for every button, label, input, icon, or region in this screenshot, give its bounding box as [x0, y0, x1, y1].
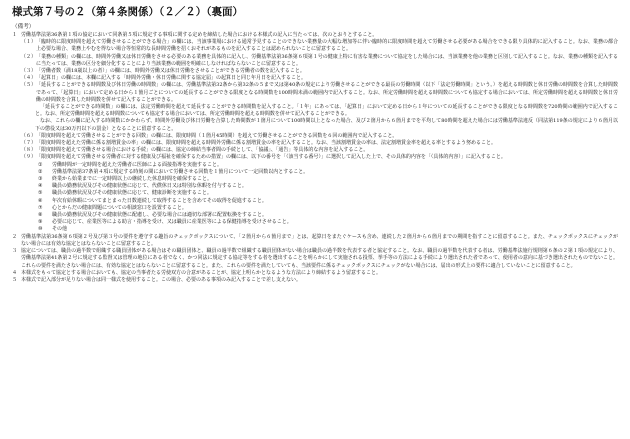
measure-number: ⑤: [38, 190, 43, 197]
sub-text: 「限度時間を超えて労働させることができる回数」の欄には、限度時間（１箇月45時間）を超えて労働させることができる回数を６回の範囲内で記入すること。: [36, 132, 398, 139]
paragraph-annual-hours: 「延長することができる時間数」の欄には、法定労働時間を超えて延長することができる時間数を記入すること。「１年」にあっては、「起算日」において定める日から１年についての延長することができる限度となる時間数を720時間の範囲内で記入すること。なお、所定労働時間を超える時間数についても協定する場合においては、所定労働時間を超える時間数を併せて記入することができる。: [35, 104, 618, 118]
note-text: 本様式をもって協定とする場合においても、協定の当事者たる労使双方の合意があることが、協定上明らかとなるような方法により締結するよう留意すること。: [21, 269, 382, 276]
note-item-3: [12, 248, 618, 270]
sub-text: 「臨時的に限度時間を超えて労働させることができる場合」の欄には、当該事業場における通常予見することのできない業務量の大幅な増加等に伴い臨時的に限度時間を超えて労働させる必要がある場合をできる限り具体的に記入すること。なお、業務の都合上必要な場合、業務上やむを得ない場合等恒常的な長時間労働を招くおそれがあるものを記入することは認められないことに留意すること。: [36, 39, 618, 53]
measure-option-2: [38, 169, 618, 176]
measure-number: ④: [38, 183, 43, 190]
form-title: 様式第７号の２（第４条関係）（２／２）（裏面）: [12, 6, 243, 18]
measure-text: 労働時間が一定時間を超えた労働者に医師による面接指導を実施すること。: [52, 161, 223, 168]
measure-option-7: [38, 205, 618, 212]
sub-number: （７）: [21, 140, 37, 147]
note-item-5: [12, 277, 618, 284]
sub-item-1-2: [21, 54, 618, 68]
measure-text: 必要に応じて、産業医等による助言・指導を受け、又は職員に産業医等による保健指導を受けさせること。: [52, 219, 292, 226]
sub-item-1-1: [21, 39, 618, 53]
measure-text: 年次有給休暇についてまとまった日数連続して取得することを含めてその取得を促進すること。: [52, 197, 267, 204]
sub-text: 「限度時間を超えて労働させる場合における手続」の欄には、協定の締結当事者間の手続として、「協議」、「通告」等具体的な内容を記入すること。: [36, 147, 369, 154]
measure-text: 職員の勤務状況及びその健康状態に配慮し、必要な場合には適切な部署に配置転換をすること。: [52, 212, 268, 219]
sub-item-1-9: [21, 154, 618, 161]
note-item-2: [12, 234, 618, 248]
notes-heading: （備考）: [12, 24, 35, 30]
sub-number: （９）: [21, 154, 37, 161]
sub-number: （６）: [21, 132, 37, 139]
note-number: ２: [12, 233, 18, 240]
sub-item-1-5: [21, 82, 618, 104]
measure-number: ②: [38, 168, 43, 175]
measure-text: 労働基準法第37条第４項に規定する時刻の間において労働させる回数を１箇月について一定回数以内とすること。: [52, 168, 309, 175]
sub-text: 「限度時間を超えた労働に係る割増賃金の率」の欄には、限度時間を超える時間外労働に係る割増賃金の率を記入すること。なお、当該割増賃金の率は、法定割増賃金率を超える率とするよう努めること。: [36, 140, 497, 147]
note-text: 労働基準法第36条第１項の協定において同条第５項に規定する事項に関する定めを締結した場合における本様式の記入に当たっては、次のとおりとすること。: [21, 32, 378, 38]
measure-number: ⑨: [38, 219, 43, 226]
note-text: 労働基準法第36条第６項第２号及び第３号の要件を遵守する趣旨のチェックボックスについて、「２箇月から６箇月まで」とは、起算日をまたぐケースも含め、連続した２箇月から６箇月までの期間を指すことに留意すること。また、チェックボックスにチェックがない場合には有効な協定とはならないことに留意すること。: [21, 233, 618, 247]
measure-text: 心とからだの健康問題についての相談窓口を設置すること。: [52, 204, 187, 211]
sub-item-1-6: [21, 133, 618, 140]
note-text: 協定については、職員の過半数で組織する職員団体がある場合はその職員団体と、職員の過半数で組織する職員団体がない場合は職員の過半数を代表する者と協定すること。なお、職員の過半数を代表する者は、労働基準法施行規則第６条の２第１項の規定により、労働基準法第41条第２号に規定する監督又は管理の地位にある者でなく、かつ同法に規定する協定等をする者を選出することを明らかにして実施される投票、挙手等の方法による手続により選出された者であって、使用者の意向に基づき選出されたものでないこと。これらの要件を満たさない場合には、有効な協定とはならないことに留意すること。また、これらの要件を満たしていても、当該要件に係るチェックボックスにチェックがない場合には、届出の形式上の要件に適合していないことに留意すること。: [21, 248, 618, 269]
note-number: ４: [12, 269, 18, 276]
sub-number: （５）: [21, 82, 37, 89]
measure-text: 終業から始業までに一定時間以上の継続した休息時間を確保すること。: [52, 176, 213, 183]
sub-number: （３）: [21, 68, 37, 75]
sub-number: （１）: [21, 39, 37, 46]
note-number: １: [12, 32, 18, 38]
sub-number: （２）: [21, 53, 37, 60]
sub-text: 「労働者数（満18歳以上の者）」の欄には、時間外労働又は休日労働をさせることができる労働者の数を記入すること。: [36, 68, 305, 75]
note-number: ３: [12, 248, 18, 255]
measure-text: 職員の勤務状況及びその健康状態に応じて、代償休日又は特別な休暇を付与すること。: [52, 183, 247, 190]
measure-text: その他: [52, 226, 68, 233]
measure-option-10: [38, 226, 618, 233]
measure-text: 職員の勤務状況及びその健康状態に応じて、健康診断を実施すること。: [52, 190, 212, 197]
sub-number: （４）: [21, 75, 37, 82]
note-item-4: [12, 270, 618, 277]
measure-number: ③: [38, 176, 43, 183]
measure-number: ⑩: [38, 226, 43, 233]
measure-option-5: [38, 190, 618, 197]
measure-option-9: [38, 219, 618, 226]
measure-number: ⑧: [38, 212, 43, 219]
measure-number: ⑦: [38, 204, 43, 211]
measure-number: ⑥: [38, 197, 43, 204]
sub-text: 「業務の種類」の欄には、時間外労働又は休日労働をさせる必要のある業務を具体的に記入し、労働基準法第36条第６項第１号の健康上特に有害な業務について協定をした場合には、当該業務を他の業務と区別して記入すること。なお、業務の種類を記入するに当たっては、業務の区分を細分化することにより当該業務の範囲を明確にしなければならないことに留意すること。: [36, 53, 618, 67]
paragraph-legal-warning: なお、これらの欄に記入する時間数にかかわらず、時間外労働及び休日労働を合算した時間数が１箇月について100時間以上となった場合、及び２箇月から６箇月までを平均して80時間を超えた場合には労働基準法違反（同法第119条の規定により６箇月以下の懲役又は30万円以下の罰金）となることに留意すること。: [35, 118, 618, 132]
sub-text: 「延長することができる時間数及び休日労働の時間数」の欄には、労働基準法第32条から第32条の５まで又は第40条の規定により労働させることができる最長の労働時間（以下「法定労働時間」という。）を超える時間数と休日労働の時間数を合算した時間数であって、「起算日」において定める日から１箇月ごとについての延長することができる限度となる時間数を100時間未満の範囲内で記入すること。なお、所定労働時間を超える時間数についても協定する場合においては、所定労働時間を超える時間数と休日労働の時間数を合算した時間数を併せて記入することができる。: [36, 82, 618, 103]
sub-text: 「起算日」の欄には、本欄に記入する「時間外労働・休日労働に関する協定届」の起算日と同じ年月日を記入すること。: [36, 75, 307, 82]
measure-number: ①: [38, 161, 43, 168]
measure-option-6: [38, 198, 618, 205]
note-text: 本様式で記入部分が足りない場合は同一様式を使用すること。この場合、必要のある事項のみ記入することで差し支えない。: [21, 276, 302, 283]
sub-number: （８）: [21, 147, 37, 154]
note-number: ５: [12, 276, 18, 283]
notes-body: [12, 32, 618, 284]
measure-option-1: [38, 162, 618, 169]
sub-text: 「限度時間を超えて労働させる労働者に対する健康及び福祉を確保するための措置」の欄には、以下の番号を「（該当する番号）」に選択して記入した上で、その具体的内容を「（具体的内容）」に記入すること。: [36, 154, 506, 161]
